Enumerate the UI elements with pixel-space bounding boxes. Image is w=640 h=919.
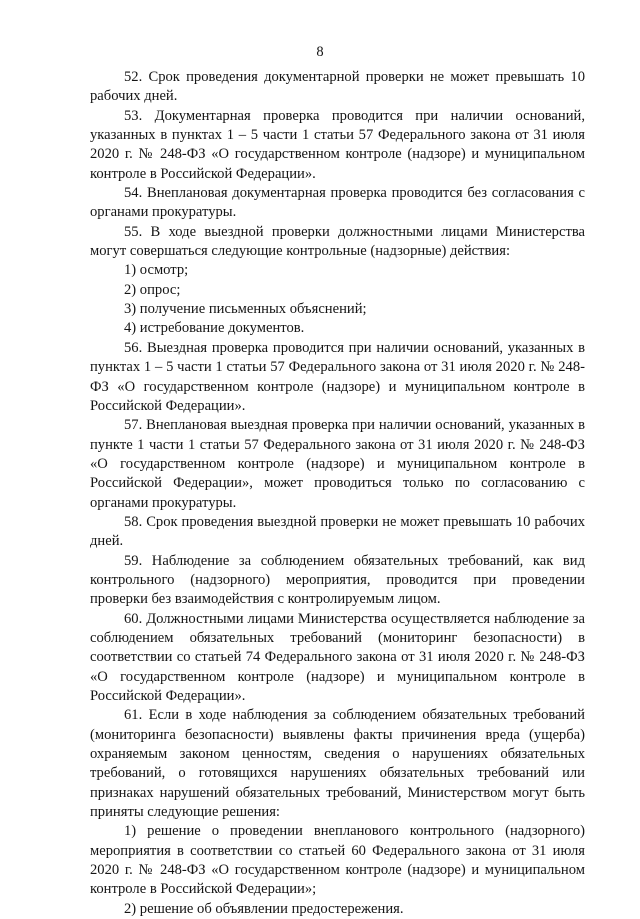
paragraph-56: 56. Выездная проверка проводится при наличии оснований, указанных в пунктах 1 – 5 части 1 статьи 57 Федерального закона от 31 июля 2020 г. № 248-ФЗ «О государственном контроле (надзоре) и муниципальном контроле в Российской Федерации». [90, 339, 585, 414]
paragraph-61: 61. Если в ходе наблюдения за соблюдением обязательных требований (мониторинга безопасности) выявлены факты причинения вреда (ущерба) охраняемым законом ценностям, сведения о нарушениях обязательных требований, о готовящихся нарушениях обязательных требований или признаках нарушений обязательных требований, Министерством могут быть приняты следующие решения: [90, 707, 585, 821]
paragraph-53: 53. Документарная проверка проводится при наличии оснований, указанных в пунктах 1 – 5 части 1 статьи 57 Федерального закона от 31 июля 2020 г. № 248-ФЗ «О государственном контроле (надзоре) и муниципальном контроле в Российской Федерации». [90, 107, 585, 182]
paragraph-55: 55. В ходе выездной проверки должностными лицами Министерства могут совершаться следующие контрольные (надзорные) действия: [90, 223, 585, 260]
list-item-written-explanations: 3) получение письменных объяснений; [124, 301, 367, 318]
paragraph-57: 57. Внеплановая выездная проверка при наличии оснований, указанных в пункте 1 части 1 статьи 57 Федерального закона от 31 июля 2020 г. № 248-ФЗ «О государственном контроле (надзоре) и муниципальном контроле в Российской Федерации», может проводиться только по согласованию с органами прокуратуры. [90, 417, 585, 511]
paragraph-54: 54. Внеплановая документарная проверка проводится без согласования с органами прокуратуры. [90, 185, 585, 221]
paragraph-52: 52. Срок проведения документарной проверки не может превышать 10 рабочих дней. [90, 69, 585, 105]
document-body [90, 68, 585, 919]
paragraph-58: 58. Срок проведения выездной проверки не может превышать 10 рабочих дней. [90, 513, 585, 550]
paragraph-60: 60. Должностными лицами Министерства осуществляется наблюдение за соблюдением обязательных требований (мониторинг безопасности) в соответствии со статьей 74 Федерального закона от 31 июля 2020 г. № 248-ФЗ «О государственном контроле (надзоре) и муниципальном контроле в Российской Федерации». [90, 610, 585, 704]
list-item-warning: 2) решение об объявлении предостережения. [124, 900, 404, 917]
list-item-unscheduled-event: 1) решение о проведении внепланового контрольного (надзорного) мероприятия в соответствии со статьей 60 Федерального закона от 31 июля 2020 г. № 248-ФЗ «О государственном контроле (надзоре) и муниципальном контроле в Российской Федерации»; [90, 823, 585, 898]
list-item-inspection: 1) осмотр; [124, 262, 189, 279]
paragraph-59: 59. Наблюдение за соблюдением обязательных требований, как вид контрольного (надзорного) мероприятия, проводится при проведении проверки без взаимодействия с контролируемым лицом. [90, 552, 585, 608]
list-item-documents-request: 4) истребование документов. [124, 320, 305, 337]
list-item-survey: 2) опрос; [124, 281, 181, 298]
page-number: 8 [316, 44, 324, 60]
